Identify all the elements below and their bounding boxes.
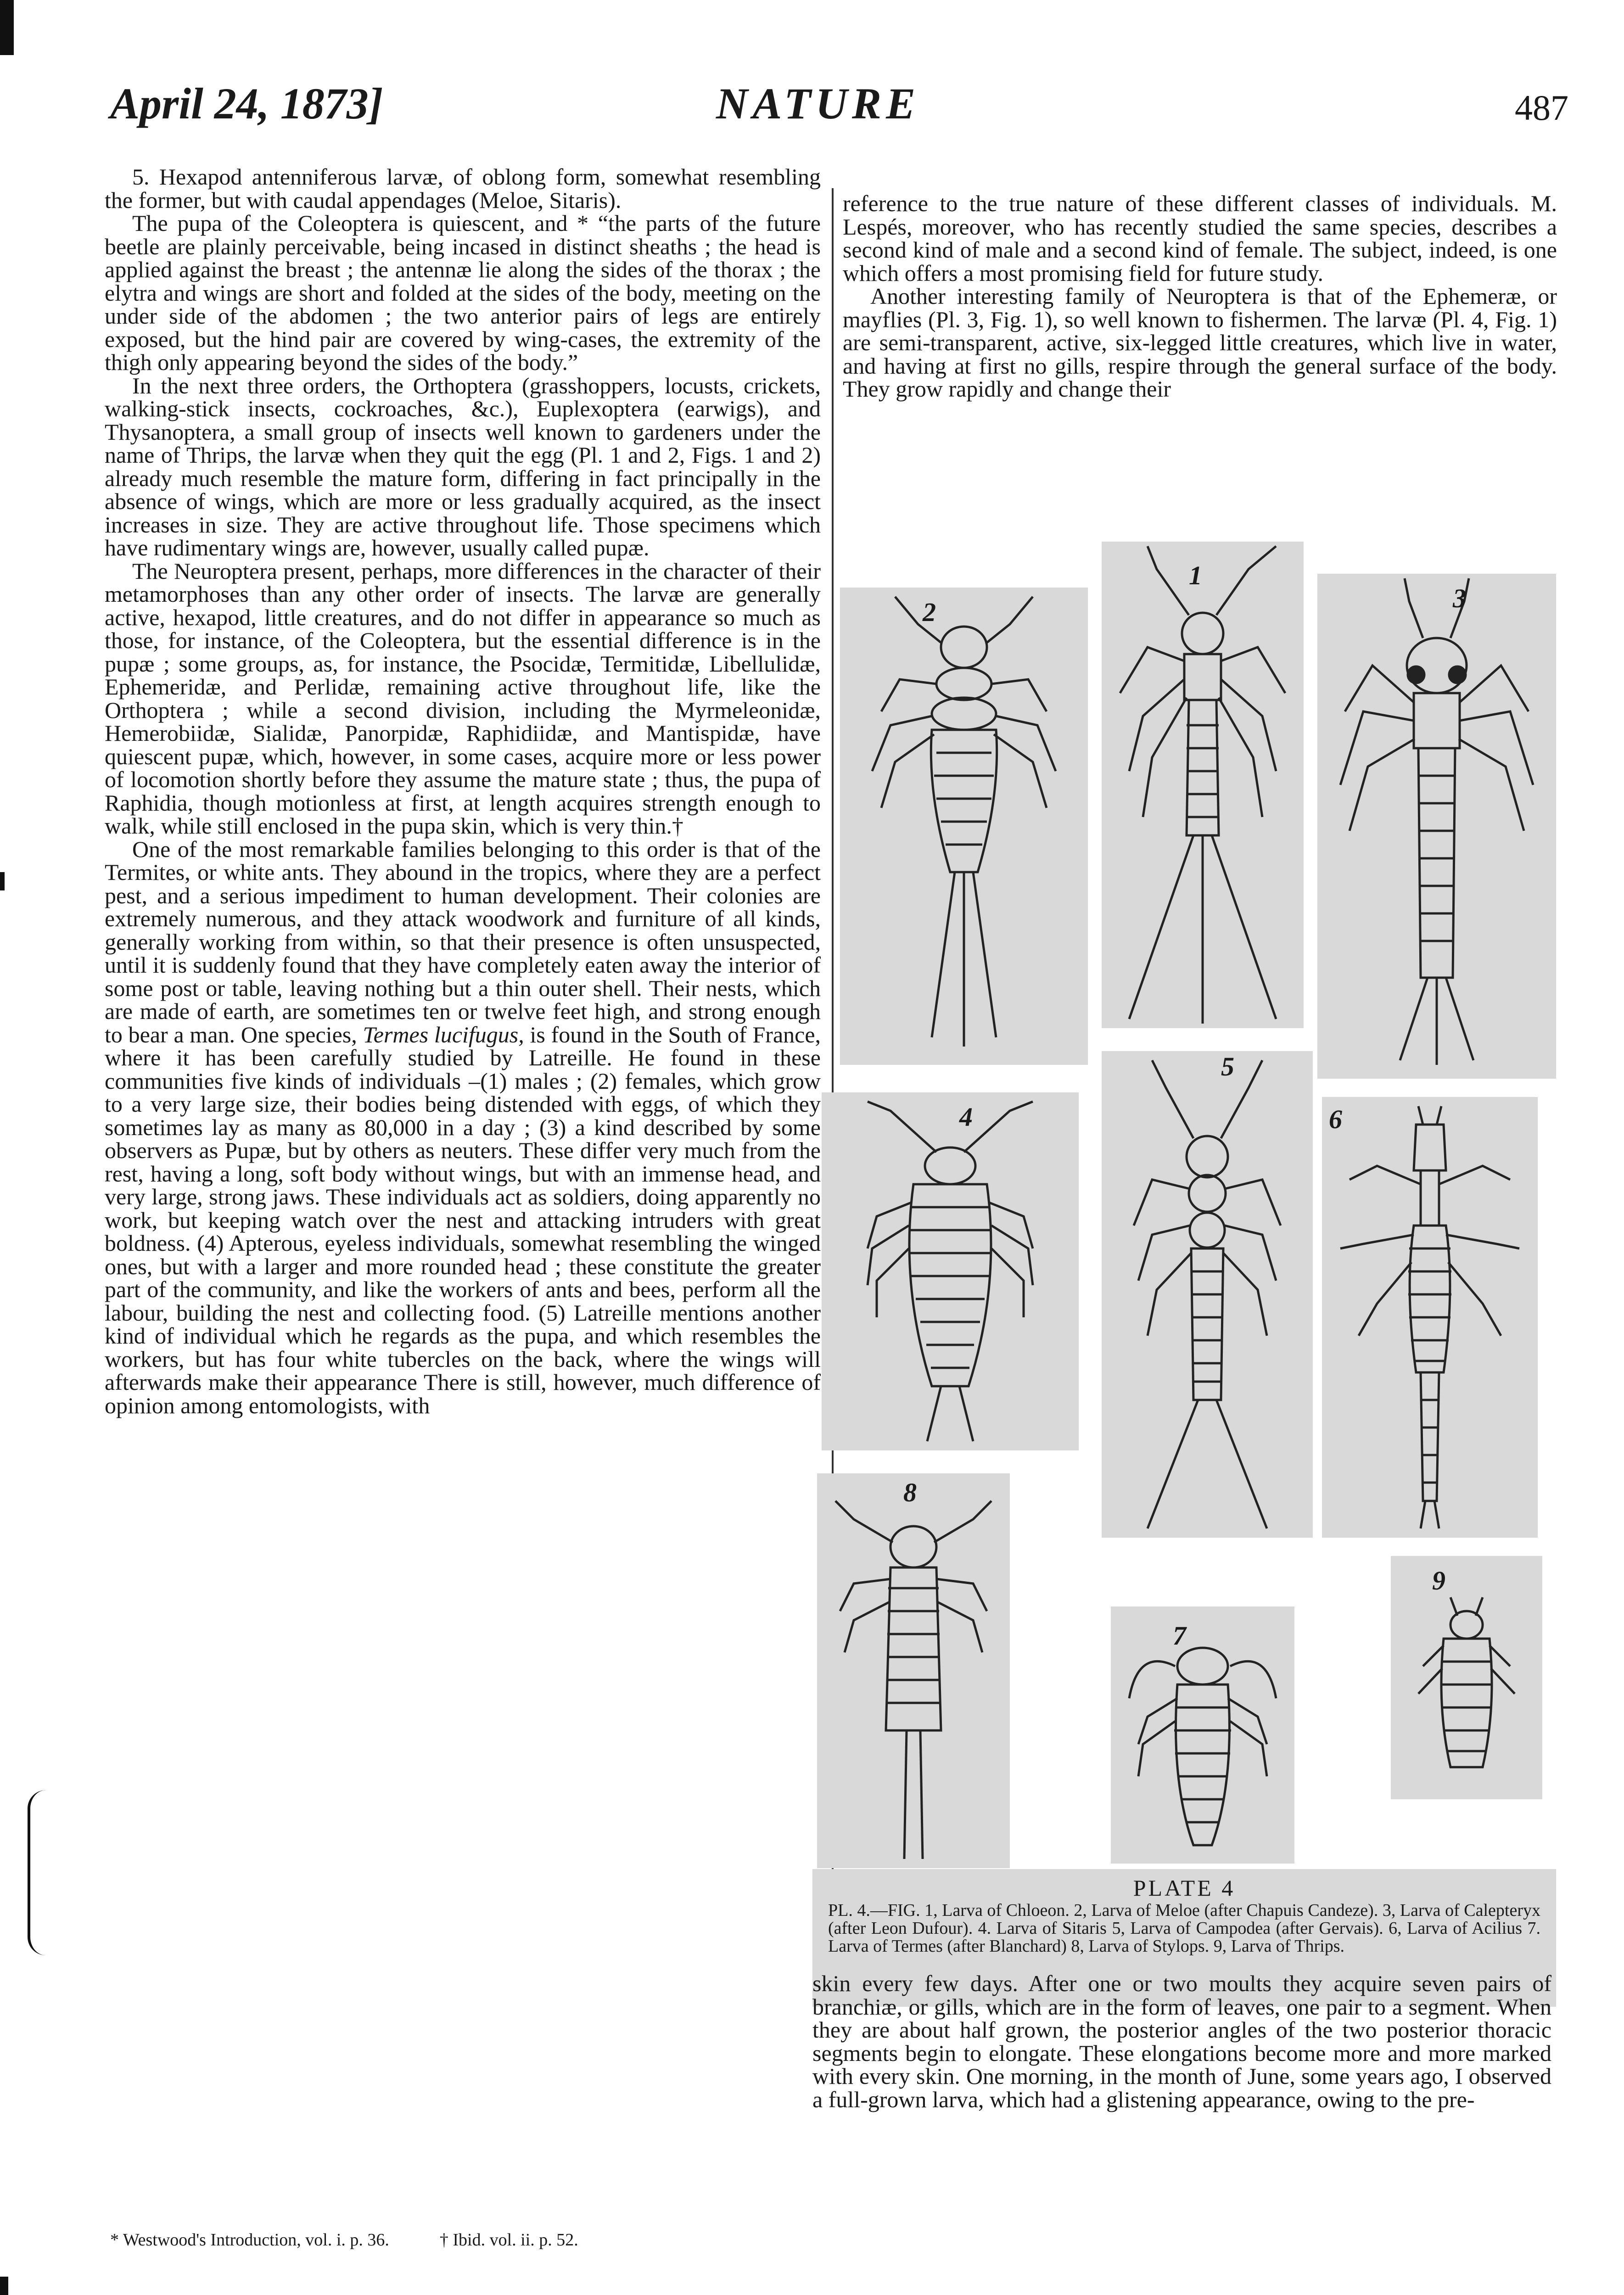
scan-edge-bottom <box>0 2277 8 2295</box>
larva-drawing <box>1322 1097 1538 1538</box>
footnote: † Ibid. vol. ii. p. 52. <box>439 2230 578 2250</box>
journal-title: NATURE <box>716 79 920 128</box>
paragraph-text: One of the most remarkable families belonging to this order is that of the Termites, or white ants. They abound in the tropics, where they are a perfect pest, and a serious impediment to human development. Their colonies are extremely numerous, and they attack woodwork and furniture of all kinds, generally working from within, so that their presence is often unsuspected, until it is suddenly found that they have completely eaten away the interior of some post or table, leaving nothing but a thin outer shell. Their nests, which are made of earth, are sometimes ten or twelve feet high, and strong enough to bear a man. One species, <box>105 836 821 1047</box>
larva-drawing <box>1102 542 1304 1028</box>
footnotes <box>110 2230 799 2250</box>
larva-drawing <box>1102 1051 1313 1538</box>
paragraph: Another interesting family of Neuroptera is that of the Ephemeræ, or mayflies (Pl. 3, Fig. 1), so well known to fishermen. The larvæ (Pl. 4, Fig. 1) are semi-transparent, active, six-legged little creatures, which live in water, and having at first no gills, respire through the general surface of the body. They grow rapidly and change their <box>843 283 1557 402</box>
left-column <box>105 165 821 1417</box>
figure-label-5: 5 <box>1221 1052 1234 1081</box>
scan-edge-middle <box>0 872 5 890</box>
larva-drawing <box>822 1092 1079 1450</box>
figure-label-7: 7 <box>1173 1621 1186 1651</box>
species-name: Termes lucifugus, <box>363 1021 524 1047</box>
figure-label-6: 6 <box>1329 1104 1342 1134</box>
figure-9-thrips-larva <box>1391 1556 1542 1799</box>
margin-brace <box>28 1790 62 1955</box>
larva-drawing <box>1391 1556 1542 1799</box>
paragraph <box>105 838 821 1417</box>
figure-label-8: 8 <box>903 1478 917 1507</box>
paragraph: skin every few days. After one or two moults they acquire seven pairs of branchiæ, or gills, which are in the form of leaves, one pair to a segment. When they are about half grown, the posterior angles of the two posterior thoracic segments begin to elongate. These elongations become more and more marked with every skin. One morning, in the month of June, some years ago, I observed a full-grown larva, which had a glistening appearance, owing to the pre- <box>812 1970 1551 2112</box>
figure-6-acilius-larva <box>1322 1097 1538 1538</box>
figure-5-campodea-larva <box>1102 1051 1313 1538</box>
figure-3-calepteryx-larva <box>1317 574 1556 1079</box>
right-column-bottom <box>812 1972 1551 2111</box>
footnote: * Westwood's Introduction, vol. i. p. 36. <box>110 2230 389 2250</box>
figure-label-2: 2 <box>923 597 936 627</box>
issue-date: April 24, 1873] <box>110 79 383 128</box>
paragraph: In the next three orders, the Orthoptera (grasshoppers, locusts, crickets, walking-stick insects, cockroaches, &c.), Euplexoptera (earwigs), and Thysanoptera, a small group of insects well known to gardeners under the name of Thrips, the larvæ when they quit the egg (Pl. 1 and 2, Figs. 1 and 2) already much resemble the mature form, differing in fact principally in the absence of wings, which are more or less gradually acquired, as the insect increases in size. They are active throughout life. Those specimens which have rudimentary wings are, however, usually called pupæ. <box>105 372 821 560</box>
figure-label-4: 4 <box>959 1102 973 1132</box>
right-column-top <box>843 192 1557 401</box>
figure-1-chloeon-larva <box>1102 542 1304 1028</box>
paragraph-text: is found in the South of France, where it has been carefully studied by Latreille. He found in these communities five kinds of individuals –(1) males ; (2) females, which grow to a very large size, their bodies being distended with eggs, of which they sometimes lay as many as 80,000 in a day ; (3) a kind described by some observers as Pupæ, but by others as neuters. These differ very much from the rest, having a long, soft body without wings, but with an immense head, and very large, strong jaws. These individuals act as soldiers, doing apparently no work, but keeping watch over the nest and attacking intruders with great boldness. (4) Apterous, eyeless individuals, somewhat resembling the winged ones, but with a larger and more rounded head ; these constitute the greater part of the community, and like the workers of ants and bees, perform all the labour, building the nest and collecting food. (5) Latreille mentions another kind of individual which he regards as the pupa, and which resembles the workers, but has four white tubercles on the back, where the wings will afterwards make their appearance There is still, however, much difference of opinion among entomologists, with <box>105 1021 821 1418</box>
figure-7-termes-larva <box>1111 1606 1294 1864</box>
plate-title: PLATE 4 <box>1133 1875 1236 1901</box>
paragraph: The Neuroptera present, perhaps, more differences in the character of their metamorphoses than any other order of insects. The larvæ are generally active, hexapod, little creatures, and do not differ in appearance so much as those, for instance, of the Coleoptera, but the essential difference is in the pupæ ; some groups, as, for instance, the Psocidæ, Termitidæ, Libellulidæ, Ephemeridæ, and Perlidæ, remaining active throughout life, like the Orthoptera ; while a second division, including the Myrmeleonidæ, Hemerobiidæ, Sialidæ, Panorpidæ, Raphidiidæ, and Mantispidæ, have quiescent pupæ, which, however, in some cases, acquire more or less power of locomotion shortly before they assume the mature state ; thus, the pupa of Raphidia, though motionless at first, at length acquires strength enough to walk, while still enclosed in the pupa skin, which is very thin.† <box>105 558 821 839</box>
plate-caption-text: PL. 4.—FIG. 1, Larva of Chloeon. 2, Larva of Meloe (after Chapuis Candeze). 3, Larva of Calepteryx (after Leon Dufour). 4. Larva of Sitaris 5, Larva of Campodea (after Gervais). 6, Larva of Acilius 7. Larva of Termes (after Blanchard) 8, Larva of Stylops. 9, Larva of Thrips. <box>828 1901 1540 1956</box>
larva-drawing <box>1111 1606 1294 1864</box>
scan-edge-top <box>0 0 14 55</box>
figure-label-3: 3 <box>1453 583 1466 613</box>
page-number: 487 <box>1515 88 1568 128</box>
figure-2-meloe-larva <box>840 588 1088 1065</box>
larva-drawing <box>1317 574 1556 1079</box>
figure-4-sitaris-larva <box>822 1092 1079 1450</box>
larva-drawing <box>840 588 1088 1065</box>
paragraph: The pupa of the Coleoptera is quiescent, and * “the parts of the future beetle are plainly perceivable, being incased in distinct sheaths ; the head is applied against the breast ; the antennæ lie along the sides of the thorax ; the elytra and wings are short and folded at the sides of the body, meeting on the under side of the abdomen ; the two anterior pairs of legs are entirely exposed, but the hind pair are covered by wing-cases, the extremity of the thigh only appearing beyond the sides of the body.” <box>105 210 821 375</box>
paragraph: 5. Hexapod antenniferous larvæ, of oblong form, somewhat resembling the former, but with caudal appendages (Meloe, Sitaris). <box>105 164 821 213</box>
figure-label-1: 1 <box>1189 560 1202 590</box>
paragraph: reference to the true nature of these different classes of individuals. M. Lespés, moreover, who has recently studied the same species, describes a second kind of male and a second kind of female. The subject, indeed, is one which offers a most promising field for future study. <box>843 190 1557 286</box>
larva-drawing <box>817 1473 1010 1868</box>
figure-label-9: 9 <box>1432 1566 1445 1595</box>
figure-8-stylops-larva <box>817 1473 1010 1868</box>
